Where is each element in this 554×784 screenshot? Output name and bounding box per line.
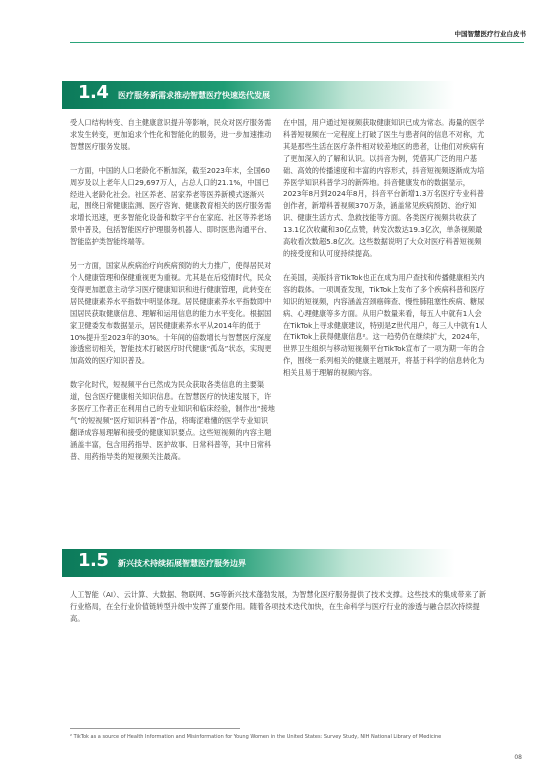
section-number: 1.4 <box>78 82 109 103</box>
footnote-divider <box>70 728 240 729</box>
section-heading-1-4 <box>62 81 524 109</box>
paragraph: 受人口结构转变、自主健康意识提升等影响，民众对医疗服务需求发生转变，更加追求个性化和智能化的服务，进一步加速推动智慧医疗服务发展。 <box>70 118 272 151</box>
page-number: 08 <box>514 754 522 761</box>
paragraph: 人工智能（AI）、云计算、大数据、物联网、5G等新兴技术蓬勃发展，为智慧化医疗服务提供了技术支撑。这些技术的集成带来了新行业格局，在全行业价值链转型升级中发挥了重要作用。随着各项技术迭代加快，在生命科学与医疗行业的渗透与融合层次持续提高。 <box>70 590 487 623</box>
paragraph: 在中国，用户通过短视频获取健康知识已成为常态。海量的医学科普短视频在一定程度上打破了医生与患者间的信息不对称，尤其是那些生活在医疗条件相对较差地区的患者，让他们对疾病有了更加深入的了解和认识。以抖音为例，凭借其广泛的用户基础、高效的传播速度和丰富的内容形式，抖音短视频逐渐成为培养医学知识科普学习的新阵地。抖音健康发布的数据显示，2023年8月到2024年8月，抖音平台新增1.3万名医疗专业科普创作者，新增科普视频370万条，涵盖常见疾病预防、治疗知识、健康生活方式、急救技能等方面。各类医疗视频共收获了13.1亿次收藏和30亿点赞，转发次数达19.3亿次，单条视频最高收看次数超5.8亿次。这些数据说明了大众对医疗科普短视频的接受度和认可度持续提高。 <box>283 118 485 258</box>
right-text-column <box>283 117 488 391</box>
paragraph: 在美国，美版抖音TikTok也正在成为用户查找和传播健康相关内容的载体。一项调查发现，TikTok上发布了多个疾病科普和医疗知识的短视频，内容涵盖宫颈癌筛查、慢性肺阻塞性疾病、糖尿病、心理健康等多方面。从用户数量来看，每五人中就有1人会在TikTok上寻求健康建议，特别是Z世代用户，每三人中就有1人在TikTok上获得健康信息²。这一趋势仍在继续扩大，2024年，世界卫生组织与移动短视频平台TikTok宣布了一项为期一年的合作，围绕一系列相关的健康主题展开，将基于科学的信息转化为相关且易于理解的视频内容。 <box>283 272 488 378</box>
report-header-title: 中国智慧医疗行业白皮书 <box>454 30 526 38</box>
left-text-column <box>70 117 275 475</box>
section-title: 医疗服务新需求推动智慧医疗快速迭代发展 <box>118 91 270 100</box>
footnote: ² TikTok as a source of Health Information and Misinformation for Young Women in the United States: Survey Study, NIH National Library of Medicine <box>70 734 442 740</box>
paragraph: 一方面，中国的人口老龄化不断加深，截至2023年末，全国60周岁及以上老年人口29,697万人，占总人口的21.1%，中国已经进入老龄化社会。社区养老、居家养老等医养新模式逐渐兴起，围绕日常健康监测、医疗咨询、健康教育相关的医疗服务需求增长迅速，更多智能化设备和数字平台在家庭、社区等养老场景中普及，包括智能医疗护理服务机器人、即时医患沟通平台、智能监护类智能终端等。 <box>70 165 272 247</box>
paragraph: 数字化时代，短视频平台已然成为民众获取各类信息的主要渠道，包含医疗健康相关知识信息。在智慧医疗的快速发展下，许多医疗工作者正在利用自己的专业知识和临床经验，制作出“接地气”的短视频“医疗知识科普”作品，将晦涩难懂的医学专业知识翻译成容易理解和接受的健康知识要点。这些短视频的内容主题涵盖丰富，包含用药指导、医护故事、日常科普等，其中日常科普、用药指导类的短视频关注最高。 <box>70 380 275 461</box>
section-number: 1.5 <box>78 550 109 571</box>
section-title: 新兴技术持续拓展智慧医疗服务边界 <box>118 559 246 568</box>
section-heading-1-5 <box>62 549 524 577</box>
header-divider <box>70 42 524 43</box>
paragraph: 另一方面，国家从疾病治疗向疾病预防的大力推广，使得居民对个人健康管理和保健重视更为重视。尤其是在后疫情时代，民众变得更加愿意主动学习医疗健康知识和进行健康管理，此转变在居民健康素养水平指数中明显体现。居民健康素养水平指数即中国居民获取健康信息、理解和运用信息的能力水平变化。根据国家卫健委发布数据显示，居民健康素养水平从2014年的低于10%提升至2023年的30%。十年间的倍数增长与智慧医疗深度渗透密切相关，智能技术打破医疗时代健康“孤岛”状态，实现更加高效的医疗知识普及。 <box>70 261 272 366</box>
